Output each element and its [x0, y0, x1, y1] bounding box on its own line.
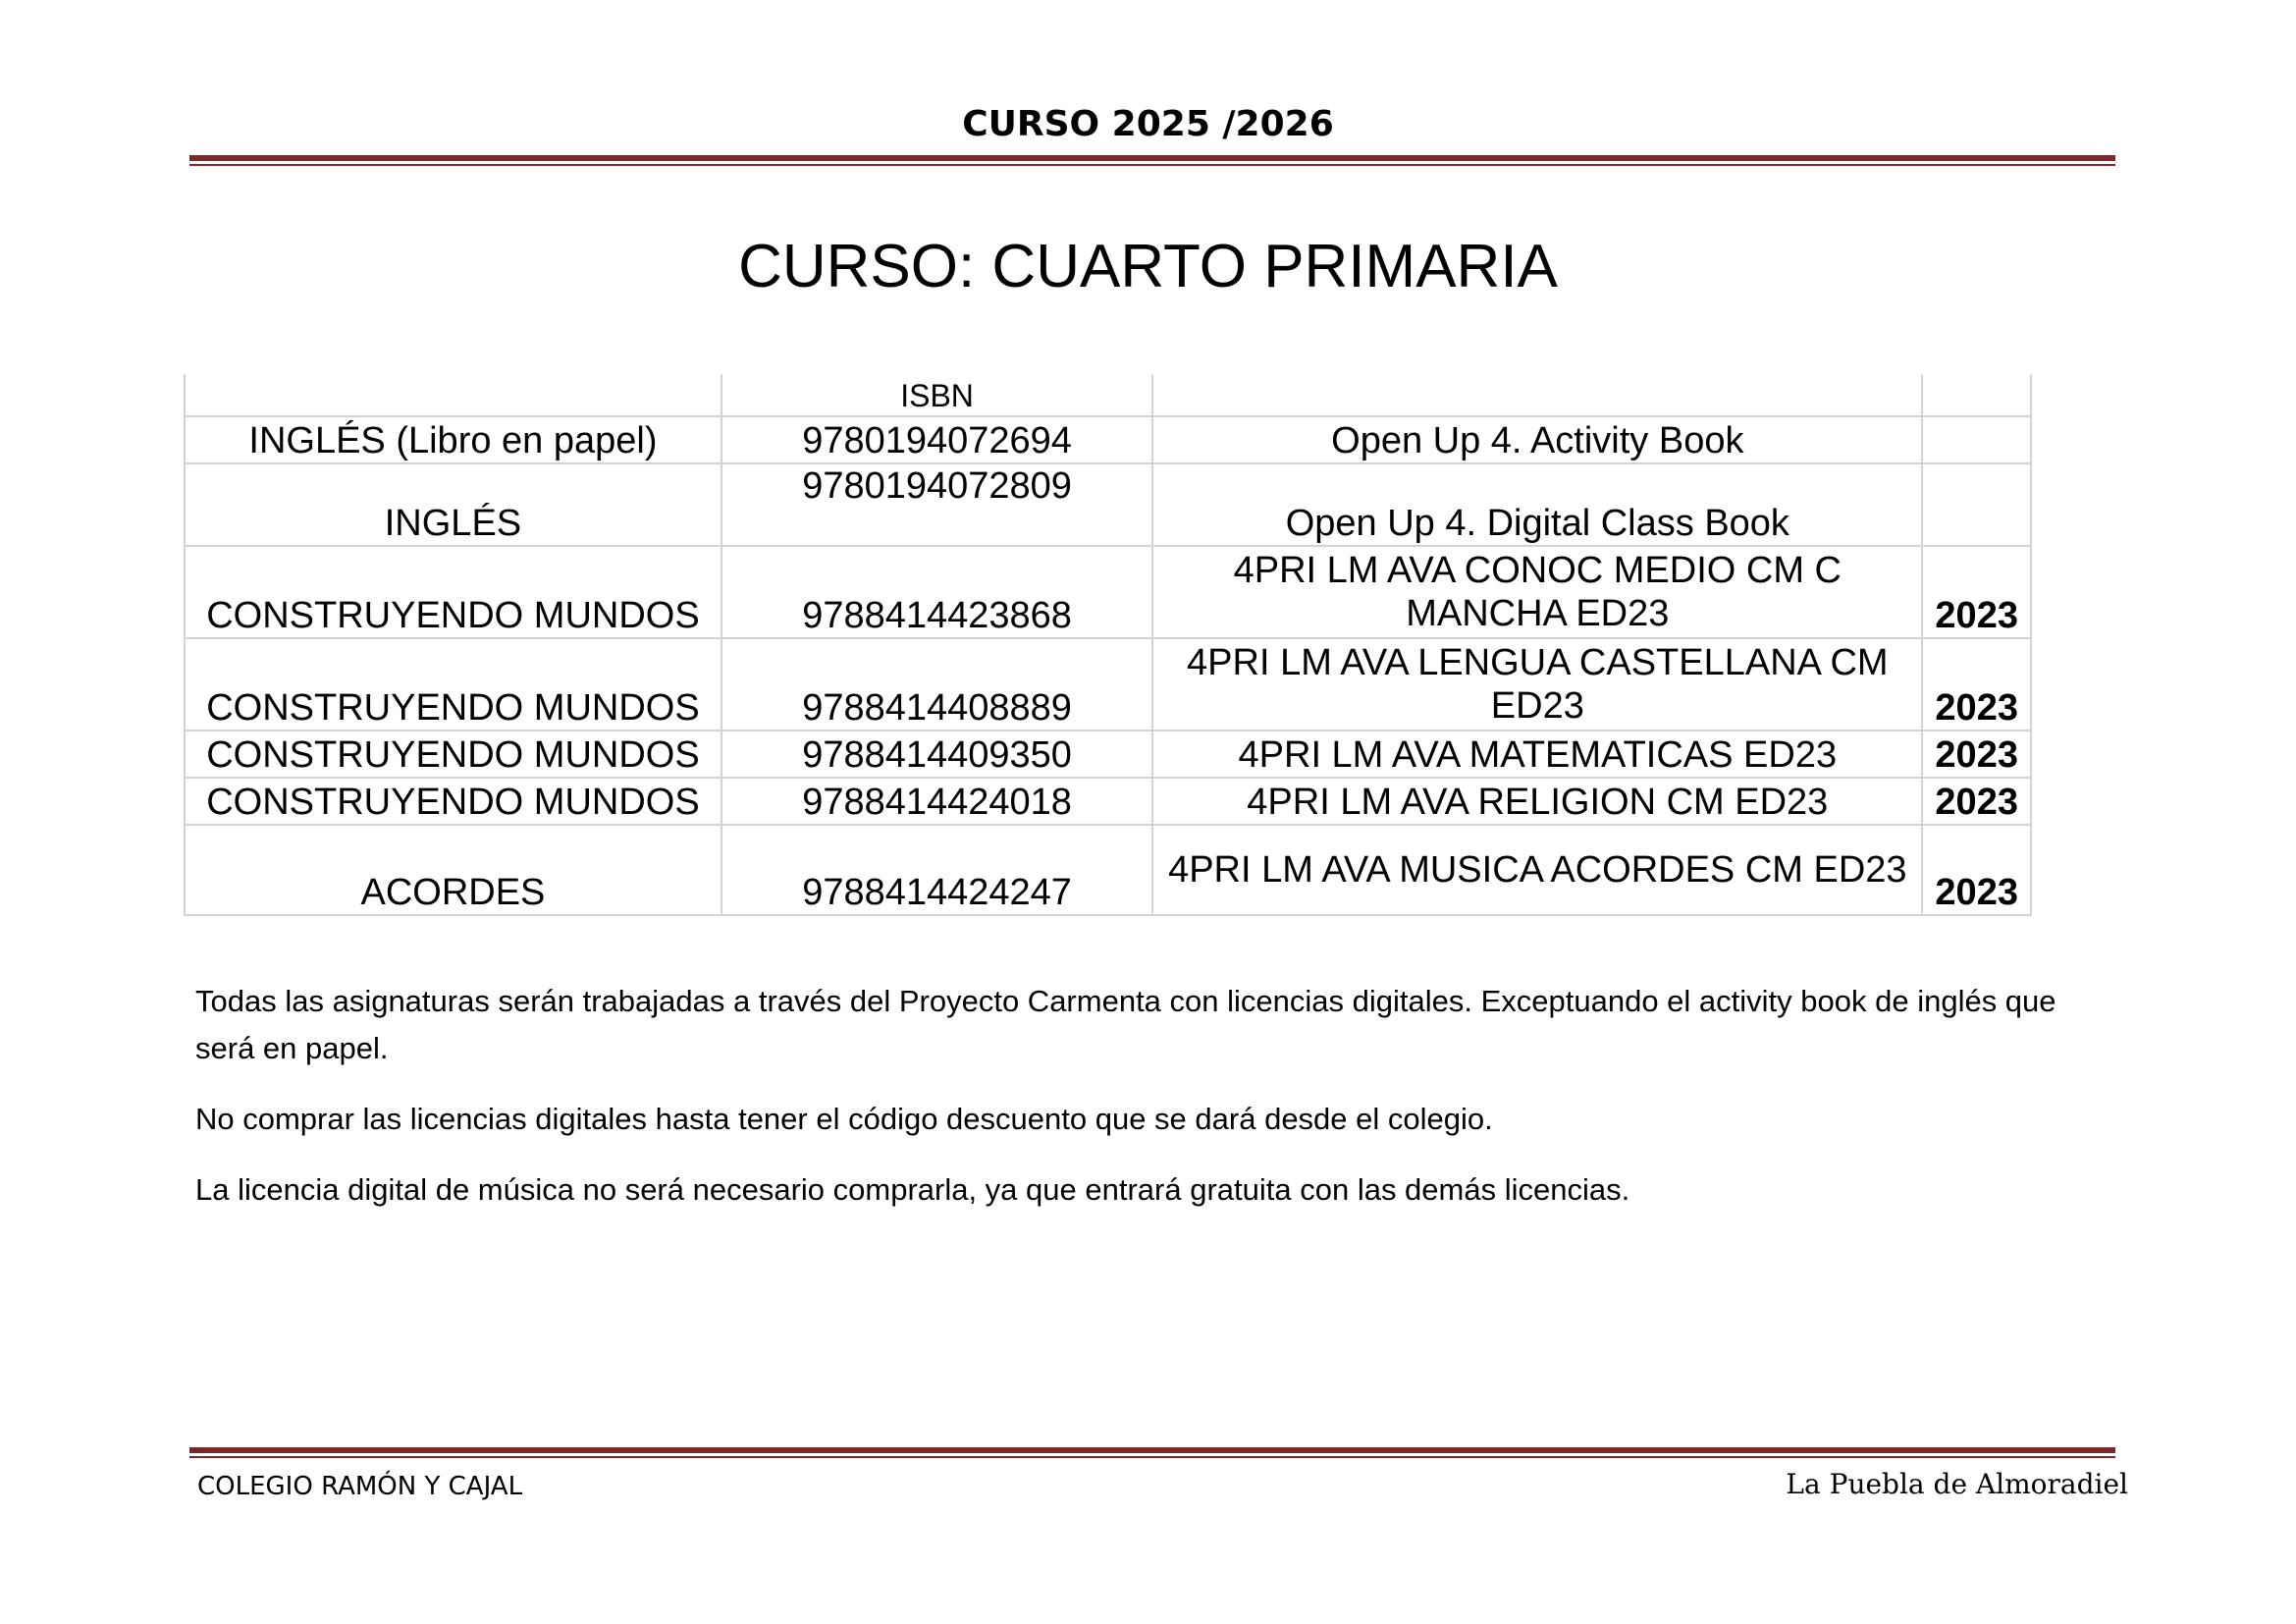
note-paragraph: La licencia digital de música no será necesario comprarla, ya que entrará gratuita con las demás licencias.: [195, 1172, 1630, 1207]
books-table: [184, 374, 2032, 916]
cell-title: 4PRI LM AVA MATEMATICAS ED23: [1152, 731, 1922, 778]
cell-title: Open Up 4. Digital Class Book: [1152, 463, 1922, 546]
cell-year: 2023: [1922, 546, 2031, 638]
cell-title: 4PRI LM AVA LENGUA CASTELLANA CM ED23: [1152, 638, 1922, 731]
cell-subject: CONSTRUYENDO MUNDOS: [185, 638, 721, 731]
cell-isbn: 9788414423868: [721, 546, 1152, 638]
cell-isbn: 9788414408889: [721, 638, 1152, 731]
cell-year: 2023: [1922, 778, 2031, 825]
cell-year: 2023: [1922, 825, 2031, 915]
cell-isbn: 9780194072694: [721, 416, 1152, 463]
cell-isbn: 9780194072809: [721, 463, 1152, 546]
cell-year: 2023: [1922, 731, 2031, 778]
note-paragraph: No comprar las licencias digitales hasta tener el código descuento que se dará desde el colegio.: [195, 1102, 1493, 1136]
header-cell-title: [1152, 374, 1922, 416]
header-cell-isbn: ISBN: [721, 374, 1152, 416]
table-row: [185, 825, 2031, 915]
cell-subject: ACORDES: [185, 825, 721, 915]
cell-year: 2023: [1922, 638, 2031, 731]
page-title: CURSO: CUARTO PRIMARIA: [738, 233, 1558, 300]
cell-subject: CONSTRUYENDO MUNDOS: [185, 778, 721, 825]
header-divider: [189, 155, 2115, 166]
cell-year: [1922, 463, 2031, 546]
footer-divider: [189, 1447, 2115, 1458]
table-row: [185, 546, 2031, 638]
cell-title: Open Up 4. Activity Book: [1152, 416, 1922, 463]
footer-location: La Puebla de Almoradiel: [1786, 1468, 2128, 1500]
table-row: [185, 463, 2031, 546]
cell-year: [1922, 416, 2031, 463]
table-row: [185, 416, 2031, 463]
cell-isbn: 9788414409350: [721, 731, 1152, 778]
cell-subject: CONSTRUYENDO MUNDOS: [185, 731, 721, 778]
table-row: [185, 638, 2031, 731]
cell-subject: INGLÉS (Libro en papel): [185, 416, 721, 463]
table-row: [185, 778, 2031, 825]
footer-school-name: COLEGIO RAMÓN Y CAJAL: [197, 1472, 523, 1501]
header-cell-year: [1922, 374, 2031, 416]
notes: [195, 978, 2119, 1237]
header-title: CURSO 2025 /2026: [962, 104, 1334, 144]
cell-title: 4PRI LM AVA CONOC MEDIO CM C MANCHA ED23: [1152, 546, 1922, 638]
table-row: [185, 731, 2031, 778]
cell-subject: CONSTRUYENDO MUNDOS: [185, 546, 721, 638]
cell-title: 4PRI LM AVA RELIGION CM ED23: [1152, 778, 1922, 825]
table-header-row: [185, 374, 2031, 416]
cell-isbn: 9788414424018: [721, 778, 1152, 825]
note-paragraph: Todas las asignaturas serán trabajadas a través del Proyecto Carmenta con licencias digitales. Exceptuando el activity book de inglés que será en papel.: [195, 984, 2056, 1065]
cell-title: 4PRI LM AVA MUSICA ACORDES CM ED23: [1152, 825, 1922, 915]
cell-isbn: 9788414424247: [721, 825, 1152, 915]
header-cell-subject: [185, 374, 721, 416]
cell-subject: INGLÉS: [185, 463, 721, 546]
